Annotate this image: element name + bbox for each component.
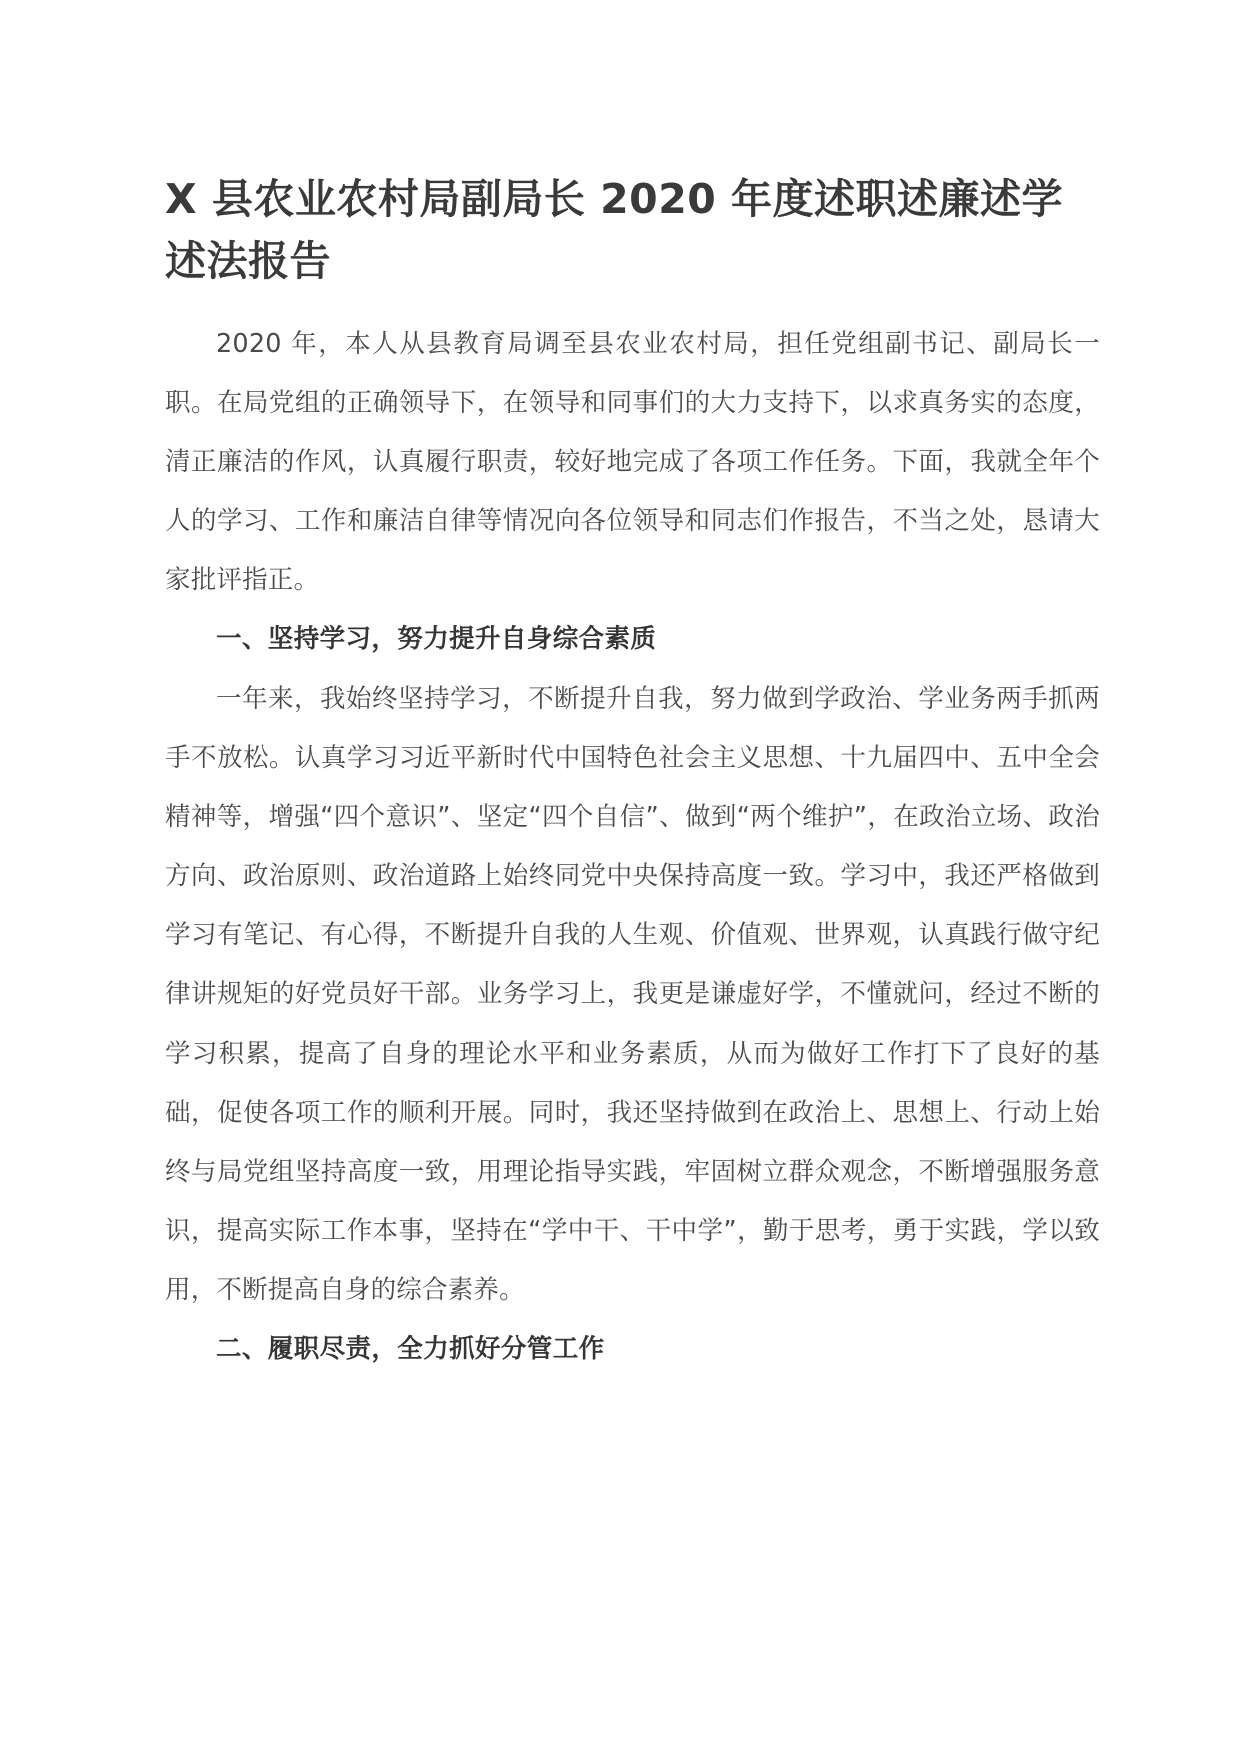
- page-title: X 县农业农村局副局长 2020 年度述职述廉述学述法报告: [165, 175, 1064, 286]
- document-body: [165, 315, 1100, 1380]
- section-heading-one: 一、坚持学习，努力提升自身综合素质: [216, 624, 657, 655]
- intro-paragraph: 2020 年，本人从县教育局调至县农业农村局，担任党组副书记、副局长一职。在局党组的正确领导下，在领导和同事们的大力支持下，以求真务实的态度，清正廉洁的作风，认真履行职责，较好地完成了各项工作任务。下面，我就全年个人的学习、工作和廉洁自律等情况向各位领导和同志们作报告，不当之处，恳请大家批评指正。: [165, 328, 1100, 596]
- section-heading-two: 二、履职尽责，全力抓好分管工作: [216, 1334, 605, 1365]
- section-one-paragraph: 一年来，我始终坚持学习，不断提升自我，努力做到学政治、学业务两手抓两手不放松。认真学习习近平新时代中国特色社会主义思想、十九届四中、五中全会精神等，增强“四个意识”、坚定“四个自信”、做到“两个维护”，在政治立场、政治方向、政治原则、政治道路上始终同党中央保持高度一致。学习中，我还严格做到学习有笔记、有心得，不断提升自我的人生观、价值观、世界观，认真践行做守纪律讲规矩的好党员好干部。业务学习上，我更是谦虚好学，不懂就问，经过不断的学习积累，提高了自身的理论水平和业务素质，从而为做好工作打下了良好的基础，促使各项工作的顺利开展。同时，我还坚持做到在政治上、思想上、行动上始终与局党组坚持高度一致，用理论指导实践，牢固树立群众观念，不断增强服务意识，提高实际工作本事，坚持在“学中干、干中学”，勤于思考，勇于实践，学以致用，不断提高自身的综合素养。: [165, 683, 1100, 1306]
